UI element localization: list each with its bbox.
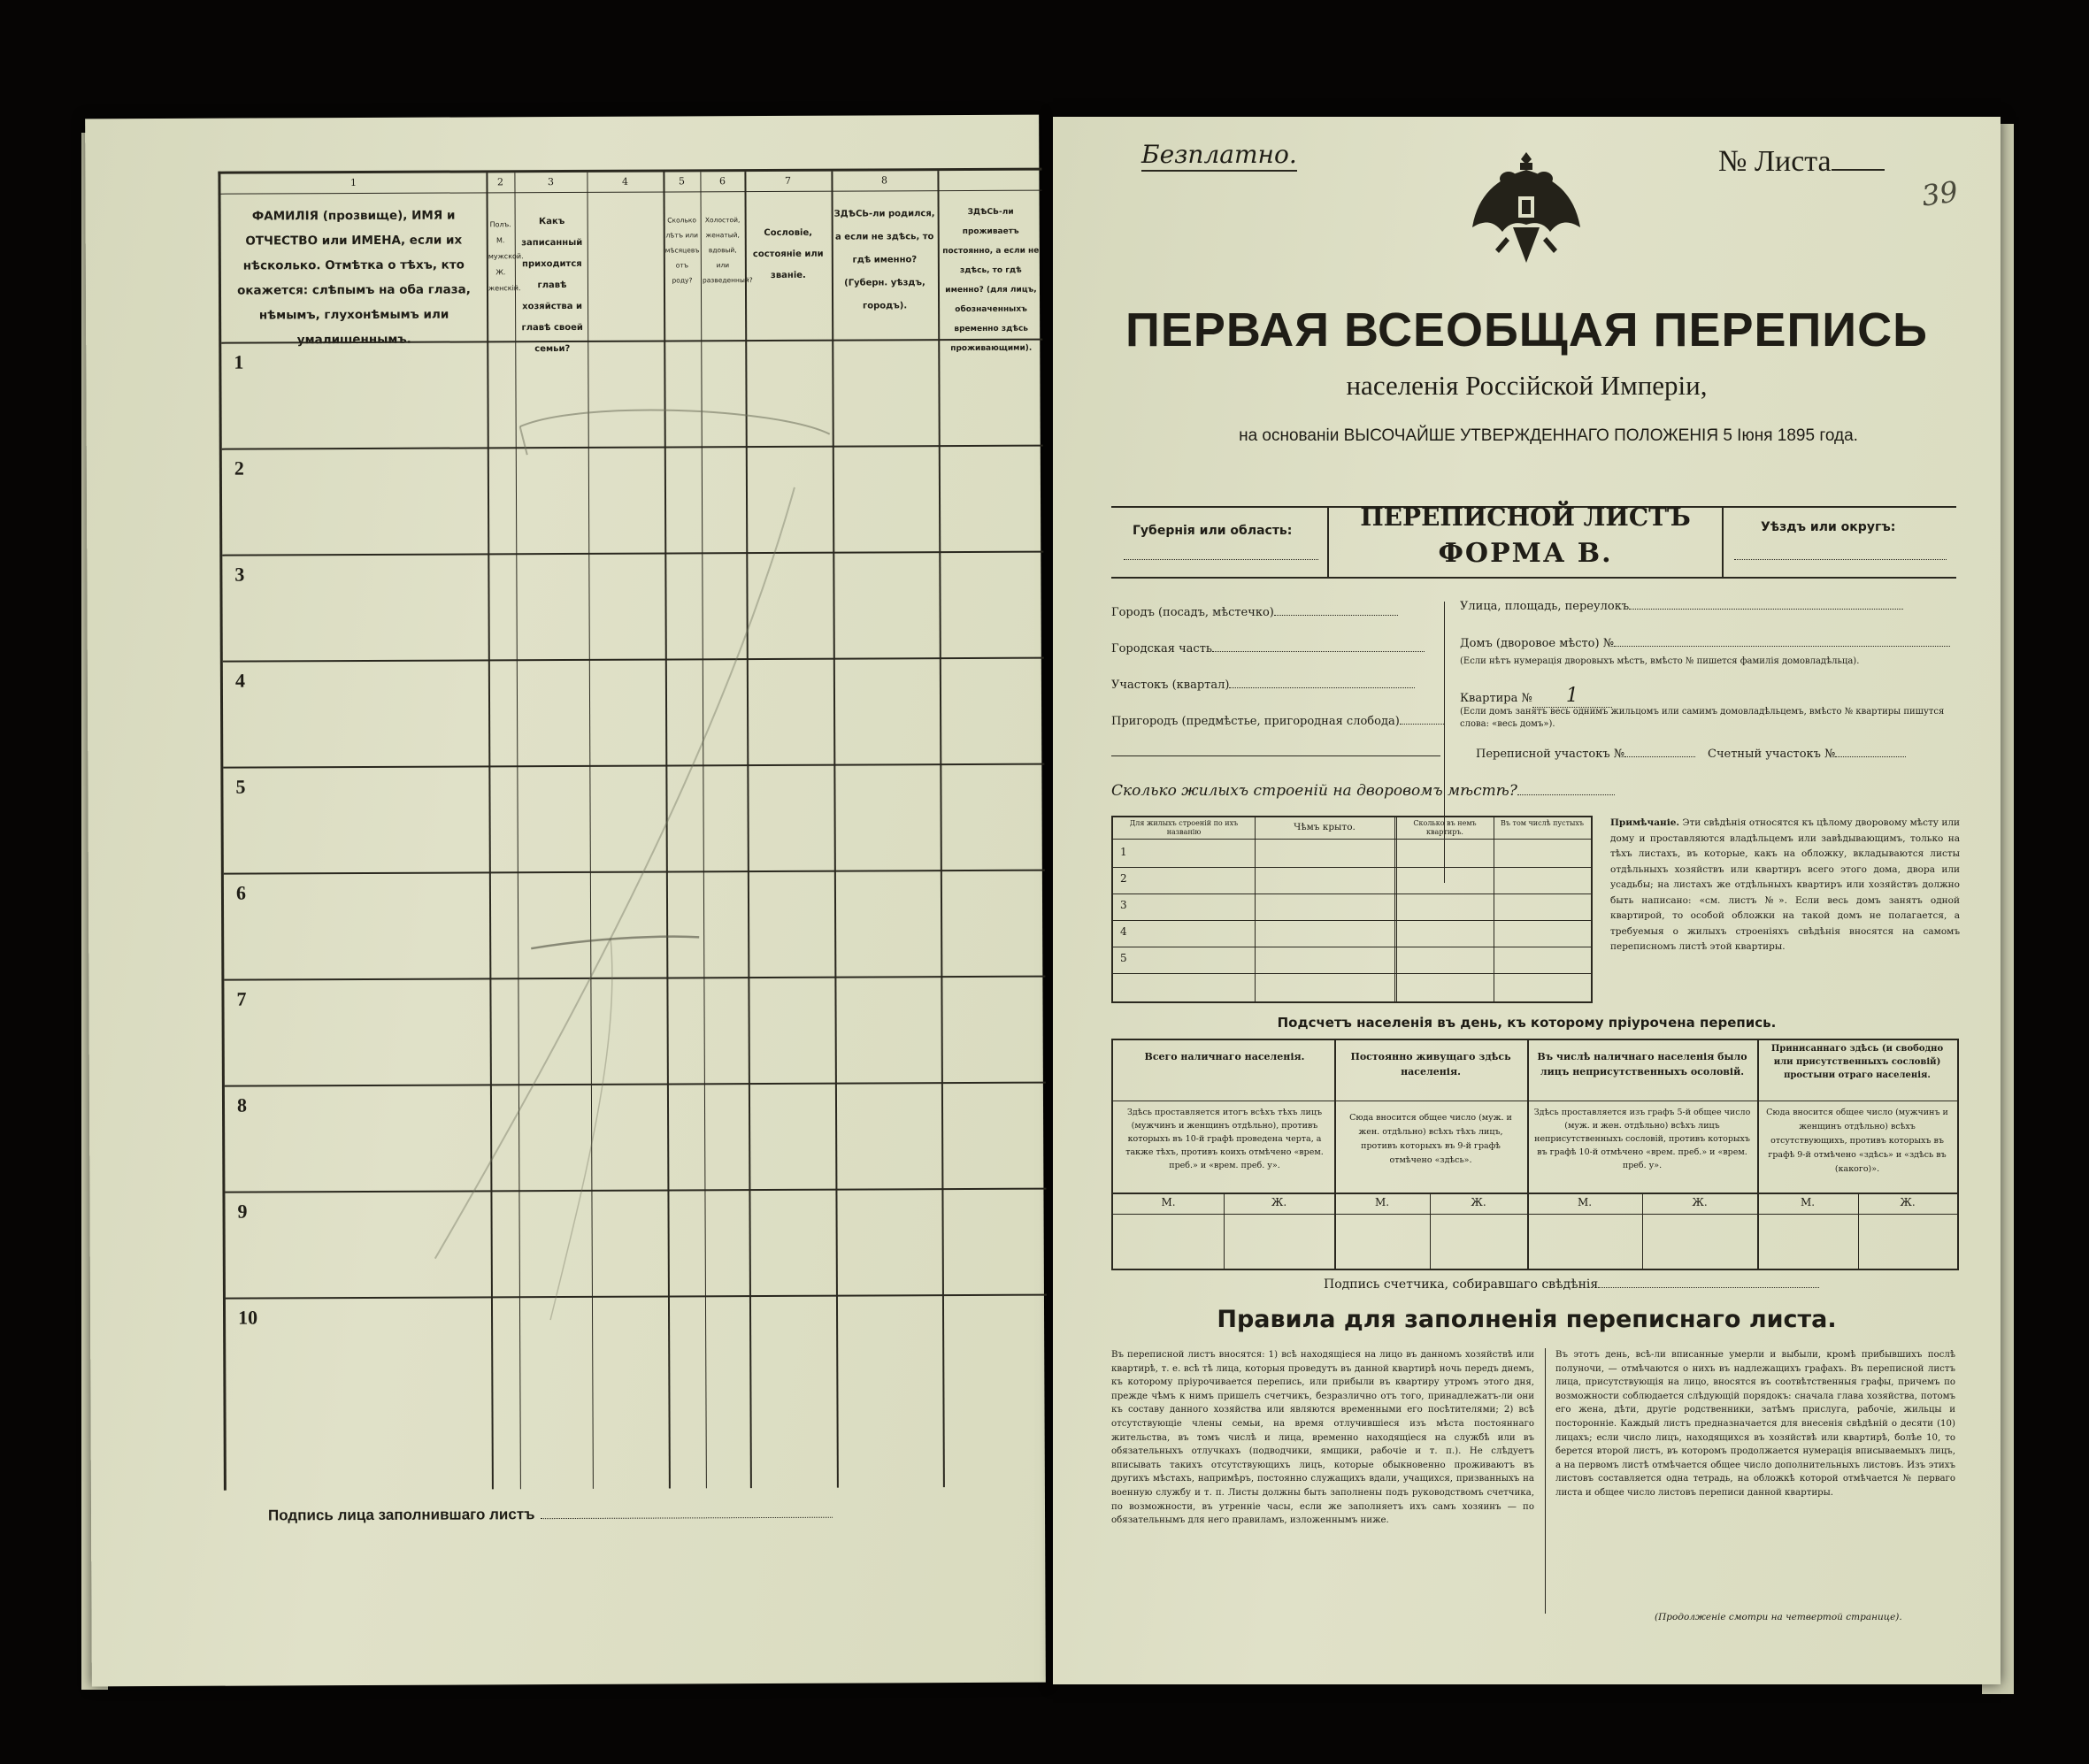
census-basis: на основаніи ВЫСОЧАЙШЕ УТВЕРЖДЕННАГО ПОЛОЖЕНІЯ 5 Іюня 1895 года. bbox=[1239, 426, 1858, 445]
row-number: 5 bbox=[235, 775, 246, 798]
census-title: ПЕРВАЯ ВСЕОБЩАЯ ПЕРЕПИСЬ bbox=[1125, 303, 1928, 357]
sheet-title: ПЕРЕПИСНОЙ ЛИСТЪ bbox=[1360, 502, 1691, 532]
header-birthplace: ЗДѢСЬ-ли родился, а если не здѣсь, то гдѣ именно? (Губерн. уѣздъ, городъ). bbox=[833, 209, 935, 311]
header-relation: Какъ записанный приходится главѣ хозяйства и главѣ своей семьи? bbox=[521, 216, 583, 355]
row-number: 6 bbox=[235, 881, 247, 904]
population-count-table bbox=[1111, 1039, 1959, 1270]
bt-header: Для жилыхъ строеній по ихъ названію bbox=[1129, 819, 1239, 836]
left-page bbox=[85, 115, 1046, 1687]
row-number: 10 bbox=[237, 1306, 258, 1329]
count-col-header: Въ числѣ наличнаго населенія было лицъ неприсутственныхъ осоловій. bbox=[1537, 1051, 1747, 1078]
rules-title: Правила для заполненія переписнаго листа. bbox=[1217, 1306, 1837, 1333]
bt-header: Въ том числѣ пустыхъ bbox=[1501, 819, 1584, 827]
female-label: Ж. bbox=[1900, 1196, 1916, 1208]
buildings-note: Примѣчаніе. Эти свѣдѣнія относятся къ цѣлому дворовому мѣсту или дому и проставляются владѣльцемъ или завѣдывающимъ, только на тѣхъ листахъ, въ которые, какъ на обложку, вкладываются листы отдѣльныхъ хозяйствъ или квартиръ всего этого дома, двора или усадьбы; на листахъ же отдѣльныхъ квартиръ или хозяйствъ должно быть написано: «см. листъ №». Если весь домъ занятъ одной квартирой, то особой обложки на такой домъ не полагается, а требуемыя о жилыхъ строеніяхъ свѣдѣнія вносятся на самомъ переписномъ листѣ этой квартиры. bbox=[1610, 817, 1961, 952]
continuation-note: (Продолженіе смотри на четвертой странице). bbox=[1655, 1612, 1902, 1622]
row-number: 2 bbox=[234, 456, 244, 479]
male-label: М. bbox=[1800, 1196, 1816, 1208]
column-number: 7 bbox=[784, 174, 791, 187]
field-count-district: Счетный участокъ № bbox=[1708, 748, 1906, 761]
row-number: 7 bbox=[236, 987, 247, 1010]
count-col-desc: Здѣсь проставляется итогъ всѣхъ тѣхъ лицъ (мужчинъ и женщинъ отдѣльно), противъ которыхъ въ 10-й графѣ проведена черта, а также тѣхъ, противъ коихъ отмѣчено «врем. преб.» и «врем. преб. у». bbox=[1125, 1108, 1324, 1170]
signature-label: Подпись лица заполнившаго листъ bbox=[268, 1505, 833, 1525]
row-number: 9 bbox=[237, 1200, 248, 1223]
header-estate: Сословіе, состояніе или званіе. bbox=[752, 227, 824, 280]
buildings-question: Сколько жилыхъ строеній на дворовомъ мѣстѣ? bbox=[1111, 782, 1615, 800]
province-line bbox=[1124, 559, 1318, 560]
female-label: Ж. bbox=[1471, 1196, 1486, 1208]
header-name: ФАМИЛІЯ (прозвище), ИМЯ и ОТЧЕСТВО или ИМЕНА, если их нѣсколько. Отмѣтка о тѣхъ, кто окажется: слѣпымъ на оба глаза, нѣмымъ, глухонѣмымъ или умалишеннымъ. bbox=[237, 208, 471, 348]
column-number: 1 bbox=[349, 177, 357, 189]
female-label: Ж. bbox=[1692, 1196, 1708, 1208]
province-label: Губернія или область: bbox=[1133, 524, 1293, 538]
header-sex: Полъ. М. мужской. Ж. женскій. bbox=[488, 220, 524, 293]
form-title: ФОРМА В. bbox=[1438, 538, 1613, 569]
row-number: 3 bbox=[234, 563, 245, 586]
column-number: 4 bbox=[621, 175, 628, 188]
field-rule bbox=[1111, 755, 1440, 756]
coat-of-arms-icon bbox=[1460, 143, 1593, 276]
bt-header: Чѣмъ крыто. bbox=[1294, 822, 1356, 832]
rules-left-column: Въ переписной листъ вносятся: 1) всѣ находящіеся на лицо въ данномъ хозяйствѣ или квартирѣ, т. е. всѣ тѣ лица, которыя проведутъ въ данной квартирѣ ночь передъ днемъ, къ которому пріурочивается перепись, или прибыли въ квартиру утромъ этого дня, прежде чѣмъ к нимъ пришелъ счетчикъ, безразлично отъ того, принадлежатъ-ли они къ составу данного хозяйства или являются временными его посѣтителями; 2) всѣ отсутствующіе члены семьи, на время отлучившіеся изъ мѣста постояннаго жительства, въ томъ числѣ и лица, временно находящіеся на службѣ или въ обязательныхъ отлучкахъ (подводчики, ямщики, рабочіе и т. п.). Не слѣдуетъ вписывать такихъ отсутствующихъ лицъ, которые обыкновенно проживаютъ въ другихъ мѣстахъ, напримѣръ, постоянно служащихъ вдали, учащихся, призванныхъ на военную службу и т. п. Листы должны быть заполнены подъ руководствомъ счетчика, по возможности, въ утренніе часы, если же заполняетъ ихъ самъ хозяинъ — по обязательнымъ для него правиламъ, изложеннымъ ниже. bbox=[1111, 1350, 1534, 1526]
house-note: (Если нѣтъ нумерація дворовыхъ мѣстъ, вмѣсто № пишется фамилія домовладѣльца). bbox=[1460, 656, 1860, 666]
bt-row: 3 bbox=[1120, 899, 1127, 911]
field-apartment: Квартира № 1 bbox=[1460, 685, 1612, 708]
pencil-strokes bbox=[85, 115, 1046, 1687]
field-house: Домъ (дворовое мѣсто) № bbox=[1460, 637, 1950, 650]
right-page bbox=[1053, 117, 2001, 1684]
field-city-part: Городская часть bbox=[1111, 642, 1425, 656]
rules-divider bbox=[1545, 1348, 1546, 1614]
field-street: Улица, площадь, переулокъ bbox=[1460, 600, 1903, 613]
count-col-desc: Сюда вносится общее число (мужчинъ и женщинъ отдѣльно) всѣхъ отсутствующихъ, противъ которыхъ въ графѣ 9-й отмѣчено «здѣсь» и «здѣсь въ (какого)». bbox=[1766, 1108, 1948, 1174]
counter-signature: Подпись счетчика, собиравшаго свѣдѣнія bbox=[1324, 1277, 1819, 1292]
free-label: Безплатно. bbox=[1141, 140, 1297, 172]
count-title: Подсчетъ населенія въ день, къ которому пріурочена перепись. bbox=[1277, 1015, 1777, 1031]
column-number: 6 bbox=[718, 175, 726, 188]
column-number: 5 bbox=[678, 175, 685, 188]
female-label: Ж. bbox=[1271, 1196, 1287, 1208]
count-col-header: Принисаннаго здѣсь (и свободно или присутственныхъ сословій) простыни отраго населенія. bbox=[1770, 1044, 1944, 1080]
sheet-number-field: № Листа bbox=[1718, 145, 1885, 179]
district-label: Уѣздъ или округъ: bbox=[1761, 520, 1896, 534]
census-subtitle: населенія Россійской Имперіи, bbox=[1346, 370, 1708, 401]
column-number: 2 bbox=[496, 176, 503, 188]
district-line bbox=[1734, 559, 1947, 560]
bt-row: 5 bbox=[1120, 952, 1127, 964]
buildings-table bbox=[1111, 816, 1593, 1003]
handwritten-sheet-number: 39 bbox=[1919, 174, 1961, 213]
bt-row: 1 bbox=[1120, 846, 1127, 858]
bt-row: 2 bbox=[1120, 872, 1127, 885]
count-col-header: Всего наличнаго населенія. bbox=[1144, 1051, 1305, 1062]
field-census-district: Переписной участокъ № bbox=[1476, 748, 1695, 761]
header-residence: ЗДѢСЬ-ли проживаетъ постоянно, а если не здѣсь, то гдѣ именно? (для лицъ, обозначенныхъ временно здѣсь проживающими). bbox=[942, 207, 1040, 354]
header-age: Сколько лѣтъ или мѣсяцевъ отъ роду? bbox=[664, 216, 700, 285]
row-number: 4 bbox=[234, 669, 245, 692]
box-divider bbox=[1722, 506, 1724, 577]
row-number: 1 bbox=[234, 350, 244, 373]
male-label: М. bbox=[1161, 1196, 1176, 1208]
rules-right-column: Въ этотъ день, всѣ-ли вписанные умерли и выбыли, кромѣ прибывшихъ послѣ полуночи, — отмѣчаются о нихъ въ надлежащихъ графахъ. Въ переписной листъ лица, присутствующія на лицо, вносятся въ соотвѣтственныя графы, причемъ по возможности соблюдается слѣдующій порядокъ: сначала глава хозяйства, потомъ его жена, дѣти, другіе родственники, затѣмъ прислуга, рабочіе, жильцы и посторонніе. Каждый листъ предназначается для внесенія свѣдѣній о десяти (10) лицахъ; если число лицъ, находящихся въ хозяйствѣ или квартирѣ, болѣе 10, то берется второй листъ, въ которомъ продолжается нумерація вписываемыхъ лицъ, а на первомъ листѣ отмѣчается общее число дополнительныхъ листовъ. Изъ этихъ листовъ составляется одна тетрадь, на обложкѣ которой отмѣчается № перваго листа и общее число листовъ переписи данной квартиры. bbox=[1555, 1350, 1955, 1498]
column-number: 8 bbox=[880, 174, 887, 187]
field-suburb: Пригородъ (предмѣстье, пригородная слобода) bbox=[1111, 715, 1444, 728]
bt-header: Сколько въ немъ квартиръ. bbox=[1413, 819, 1477, 836]
row-number: 8 bbox=[236, 1093, 248, 1116]
field-town: Городъ (посадъ, мѣстечко) bbox=[1111, 606, 1398, 619]
bt-row: 4 bbox=[1120, 925, 1127, 938]
box-bottom-rule bbox=[1111, 577, 1956, 579]
count-col-desc: Здѣсь проставляется изъ графъ 5-й общее число (муж. и жен. отдѣльно) всѣхъ лицъ неприсутственныхъ сословій, противъ которыхъ въ графѣ 10-й отмѣчено «врем. преб.» и «врем. преб. у». bbox=[1533, 1108, 1751, 1170]
count-col-desc: Сюда вносится общее число (муж. и жен. отдѣльно) всѣхъ тѣхъ лицъ, противъ которыхъ въ 9-й графѣ отмѣчено «здѣсь». bbox=[1349, 1113, 1512, 1165]
apartment-note: (Если домъ занятъ весь однимъ жильцомъ или самимъ домовладѣльцемъ, вмѣсто № квартиры пишутся слова: «весь домъ»). bbox=[1460, 707, 1945, 729]
column-number: 3 bbox=[547, 176, 554, 188]
field-precinct: Участокъ (квартал) bbox=[1111, 679, 1415, 692]
header-marital: Холостой, женатый, вдовый, или разведенный? bbox=[702, 216, 753, 285]
count-col-header: Постоянно живущаго здѣсь населенія. bbox=[1350, 1051, 1511, 1078]
male-label: М. bbox=[1374, 1196, 1390, 1208]
male-label: М. bbox=[1577, 1196, 1593, 1208]
